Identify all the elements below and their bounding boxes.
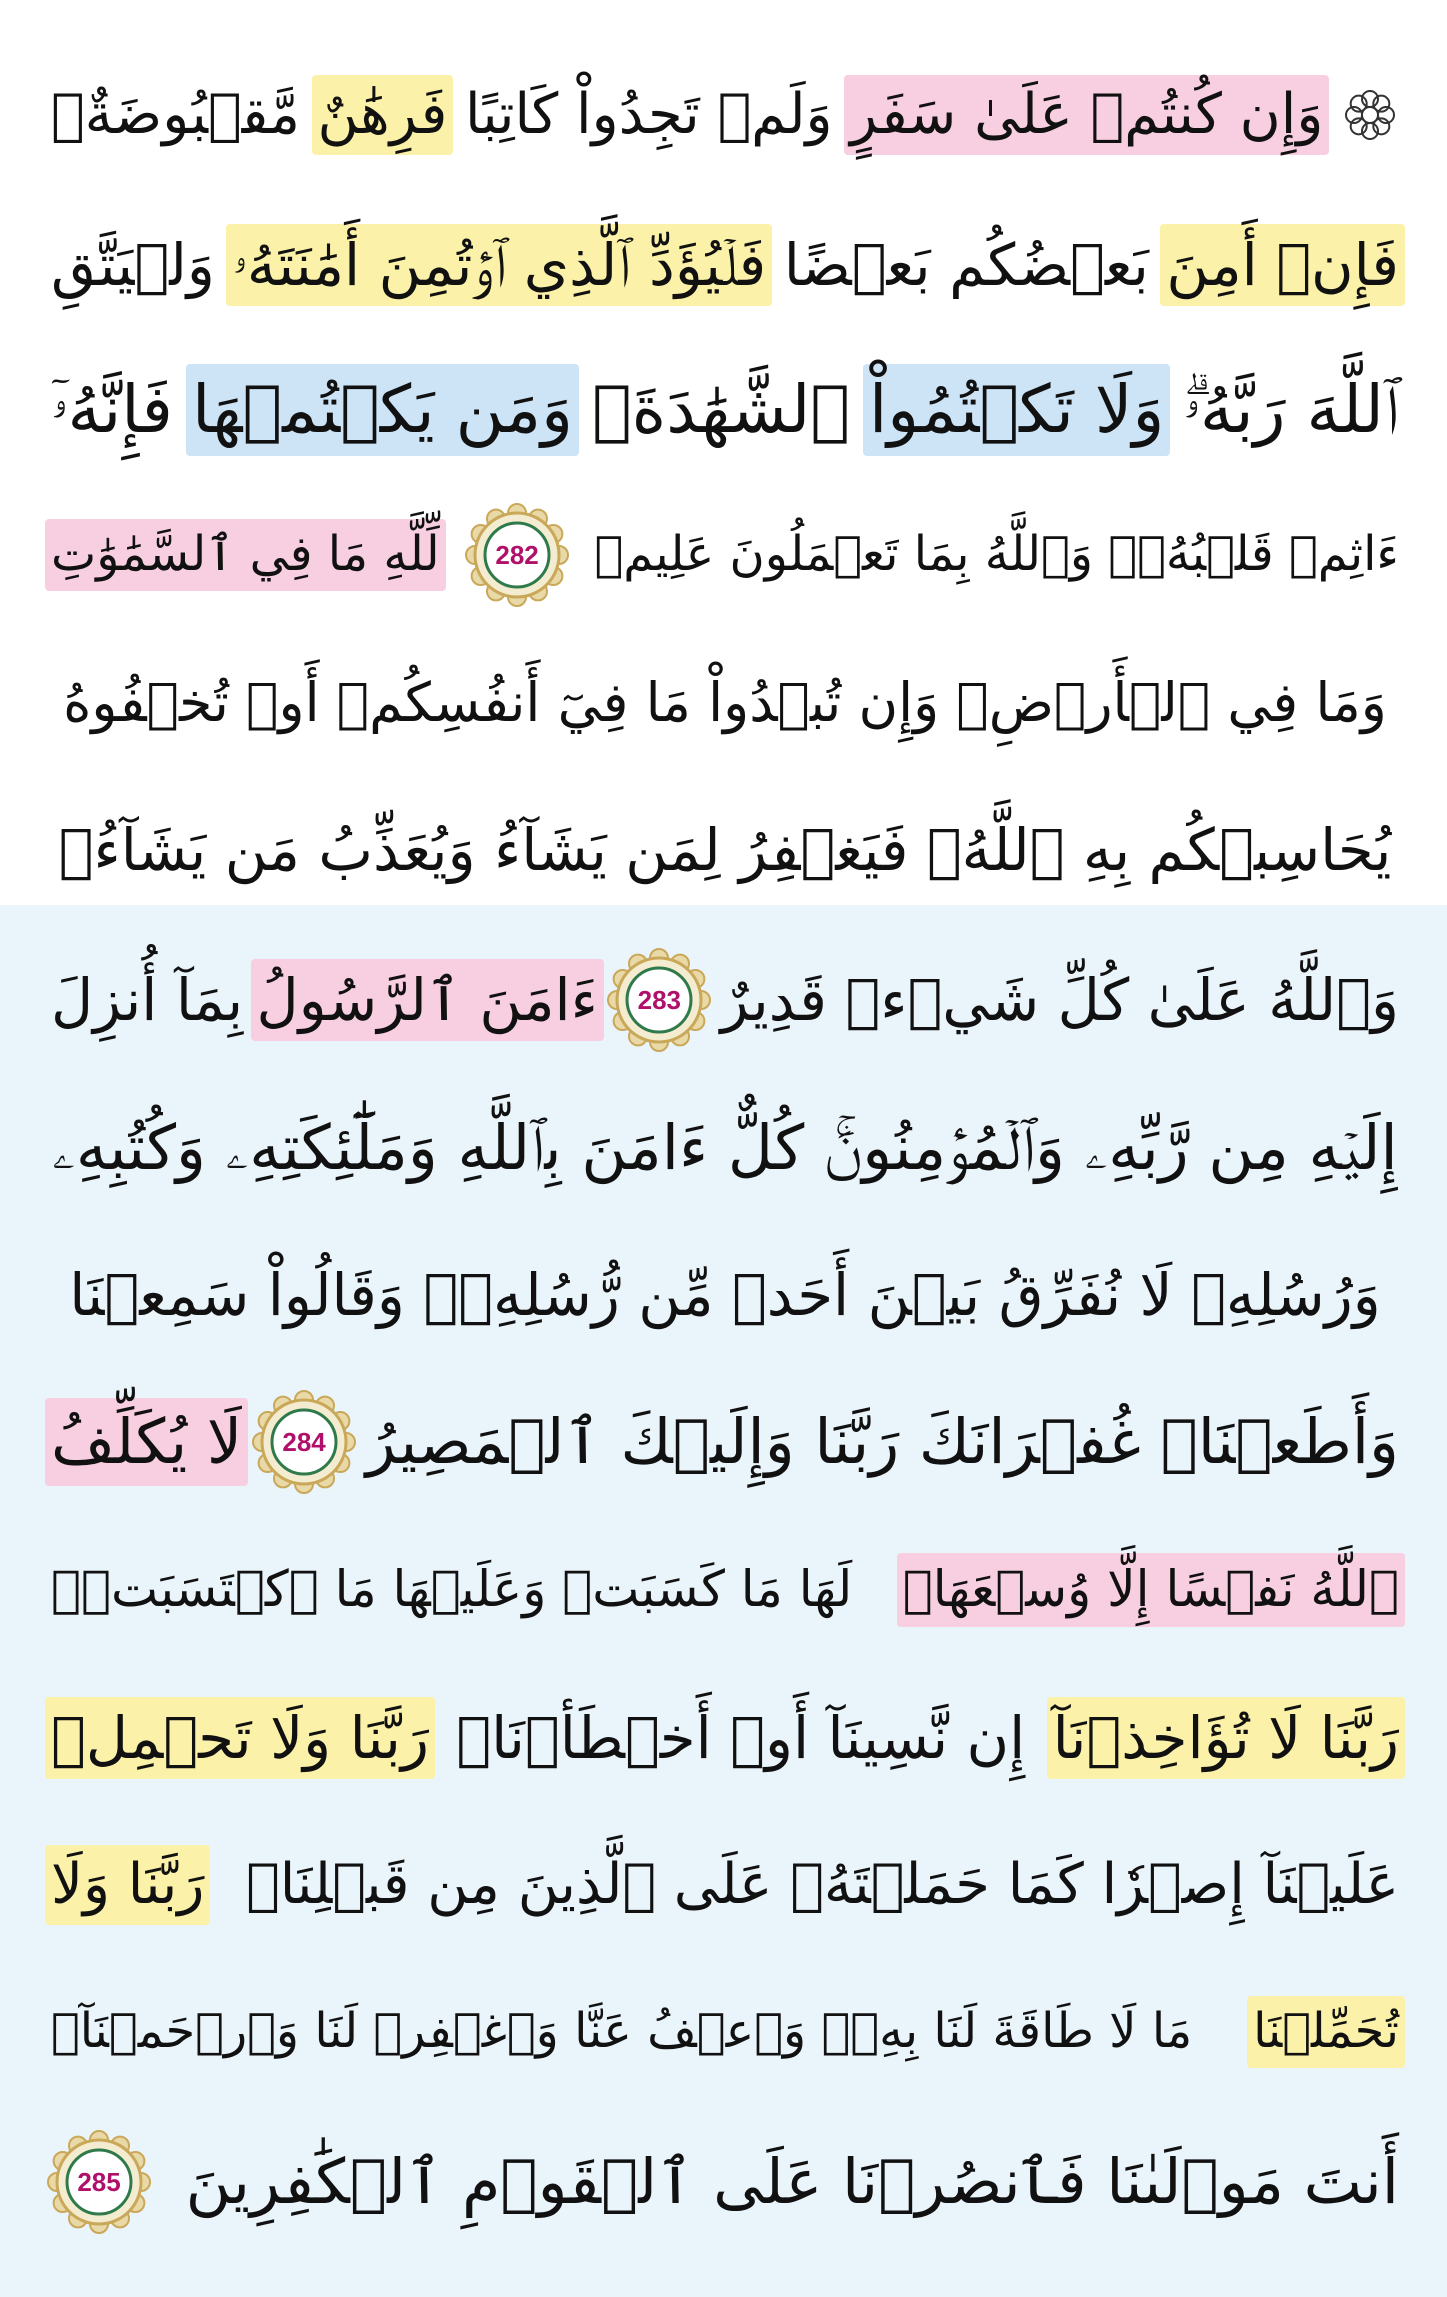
verse-text: أَنتَ مَوۡلَىٰنَا فَٱنصُرۡنَا عَلَى ٱلۡقَوۡمِ ٱلۡكَٰفِرِينَ: [185, 2145, 1399, 2219]
highlighted-verse-text: رَبَّنَا وَلَا تَحۡمِلۡ: [45, 1697, 435, 1780]
verse-line: [45, 1210, 1405, 1360]
highlighted-verse-text: ءَامَنَ ٱلرَّسُولُ: [251, 959, 604, 1042]
verse-line-content: [45, 1535, 1405, 1645]
verse-text: وَٱللَّهُ عَلَىٰ كُلِّ شَيۡءٖ قَدِيرٌ: [720, 965, 1399, 1034]
verse-line-content: [45, 1683, 1405, 1793]
highlighted-verse-text: وَإِن كُنتُمۡ عَلَىٰ سَفَرٍ: [844, 75, 1329, 155]
verse-line: [45, 1063, 1405, 1213]
verse-line: [45, 618, 1405, 768]
verse-line-content: [45, 2127, 1405, 2237]
highlighted-verse-text: تُحَمِّلۡنَا: [1247, 1996, 1405, 2067]
verse-line: [45, 30, 1405, 180]
verse-line-content: [45, 945, 1405, 1055]
ayah-number-marker: [605, 946, 713, 1054]
verse-line: [45, 1947, 1405, 2097]
ayah-number: 283: [637, 984, 681, 1015]
ayah-number-marker: [45, 2128, 153, 2236]
verse-line: [45, 765, 1405, 915]
highlighted-verse-text: فَإِنۡ أَمِنَ: [1160, 224, 1405, 307]
ayah-number: 285: [77, 2166, 121, 2197]
quarter-hizb-ornament-icon: [1335, 80, 1405, 150]
verse-text: وَلَمۡ تَجِدُواْ كَاتِبًا: [464, 81, 833, 147]
verse-line-content: [45, 1977, 1405, 2087]
highlighted-verse-text: ٱللَّهُ نَفۡسًا إِلَّا وُسۡعَهَاۚ: [897, 1553, 1405, 1627]
ayah-number: 282: [495, 539, 539, 570]
verse-line: [45, 915, 1405, 1065]
verse-line-content: [45, 1830, 1405, 1940]
ayah-number-marker: [463, 501, 571, 609]
highlighted-verse-text: لَا يُكَلِّفُ: [45, 1398, 248, 1485]
verse-text: بَعۡضُكُم بَعۡضًا: [783, 230, 1149, 299]
verse-text: وَرُسُلِهِۦ لَا نُفَرِّقُ بَيۡنَ أَحَدٖ مِّن رُّسُلِهِۦۚ وَقَالُواْ سَمِعۡنَا: [69, 1260, 1381, 1329]
verse-line: [45, 470, 1405, 620]
verse-line-content: [45, 60, 1405, 170]
highlighted-verse-text: وَمَن يَكۡتُمۡهَا: [186, 364, 579, 456]
verse-line: [45, 1653, 1405, 1803]
verse-text: ٱلشَّهَٰدَةَۚ: [592, 371, 850, 449]
ayah-number-marker: [250, 1388, 358, 1496]
verse-text: وَمَا فِي ٱلۡأَرۡضِۗ وَإِن تُبۡدُواْ مَا فِيٓ أَنفُسِكُمۡ أَوۡ تُخۡفُوهُ: [63, 670, 1387, 734]
highlighted-verse-text: لِّلَّهِ مَا فِي ٱلسَّمَٰوَٰتِ: [45, 519, 446, 590]
verse-text: يُحَاسِبۡكُم بِهِ ٱللَّهُۖ فَيَغۡفِرُ لِمَن يَشَآءُ وَيُعَذِّبُ مَن يَشَآءُۗ: [58, 815, 1392, 884]
verse-line: [45, 325, 1405, 475]
verse-text: مَّقۡبُوضَةٌۖ: [51, 81, 300, 147]
verse-line-content: [45, 355, 1405, 465]
verse-line: [45, 1357, 1405, 1507]
verse-text: وَأَطَعۡنَاۖ غُفۡرَانَكَ رَبَّنَا وَإِلَيۡكَ ٱلۡمَصِيرُ: [365, 1405, 1399, 1479]
verse-text: ٱللَّهَ رَبَّهُۥۗ: [1183, 371, 1399, 449]
verse-line-content: [45, 210, 1405, 320]
highlighted-verse-text: فَلۡيُؤَدِّ ٱلَّذِي ٱؤۡتُمِنَ أَمَٰنَتَهُۥ: [226, 224, 772, 307]
verse-line-content: [45, 500, 1405, 610]
verse-line-content: [45, 1093, 1405, 1203]
highlighted-verse-text: رَبَّنَا لَا تُؤَاخِذۡنَآ: [1047, 1697, 1405, 1780]
verse-text: عَلَيۡنَآ إِصۡرٗا كَمَا حَمَلۡتَهُۥ عَلَى ٱلَّذِينَ مِن قَبۡلِنَاۚ: [246, 1851, 1399, 1917]
verse-text: إِلَيۡهِ مِن رَّبِّهِۦ وَٱلۡمُؤۡمِنُونَۚ كُلٌّ ءَامَنَ بِٱللَّهِ وَمَلَٰٓئِكَتِهِۦ وَكُتُبِهِۦ: [52, 1111, 1398, 1185]
verse-line-content: [45, 795, 1405, 905]
verse-line: [45, 1800, 1405, 1950]
verse-line: [45, 1505, 1405, 1655]
verse-line: [45, 180, 1405, 330]
verse-text: لَهَا مَا كَسَبَتۡ وَعَلَيۡهَا مَا ٱكۡتَسَبَتۡۗ: [51, 1560, 853, 1619]
verse-text: إِن نَّسِينَآ أَوۡ أَخۡطَأۡنَاۚ: [456, 1703, 1026, 1772]
verse-text: ءَاثِمٞ قَلۡبُهُۥۗ وَٱللَّهُ بِمَا تَعۡمَلُونَ عَلِيمٞ: [594, 526, 1399, 583]
highlighted-verse-text: فَرِهَٰنٌ: [312, 75, 454, 155]
verse-text: مَا لَا طَاقَةَ لَنَا بِهِۦۖ وَٱعۡفُ عَنَّا وَٱغۡفِرۡ لَنَا وَٱرۡحَمۡنَآۚ: [51, 2003, 1193, 2060]
highlighted-verse-text: رَبَّنَا وَلَا: [45, 1845, 210, 1925]
verse-line: [45, 2097, 1405, 2247]
highlighted-verse-text: وَلَا تَكۡتُمُواْ: [863, 364, 1170, 456]
verse-text: وَلۡيَتَّقِ: [51, 230, 215, 299]
verse-line-content: [45, 1240, 1405, 1350]
ayah-number: 284: [282, 1426, 326, 1457]
verse-line-content: [45, 1387, 1405, 1497]
verse-text: بِمَآ أُنزِلَ: [51, 965, 244, 1034]
verse-line-content: [45, 648, 1405, 758]
verse-text: فَإِنَّهُۥٓ: [51, 371, 173, 449]
